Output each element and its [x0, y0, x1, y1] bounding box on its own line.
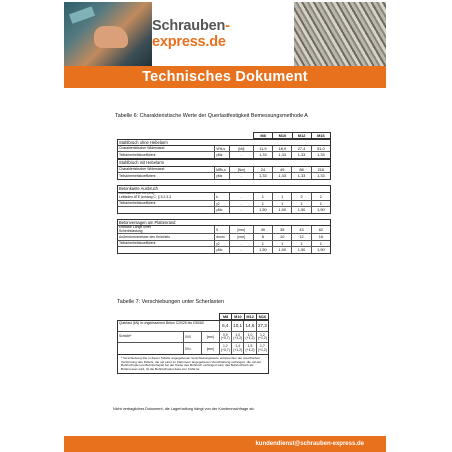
- cell: 1,33: [253, 152, 272, 158]
- table6-section: [117, 219, 331, 254]
- cell: 1: [291, 241, 310, 246]
- cell: 1: [253, 241, 272, 246]
- cell: 24: [253, 167, 272, 172]
- cell: 1: [253, 201, 272, 206]
- hand-shape: [94, 26, 128, 48]
- table-row: [118, 207, 330, 213]
- cell: 1,33: [272, 173, 291, 179]
- row-symbol: γMs: [214, 152, 229, 158]
- row-label: [118, 235, 214, 239]
- row-unit: -: [229, 152, 253, 158]
- header-photo-screws: [294, 2, 386, 66]
- cell: 1: [291, 201, 310, 206]
- cell: 216: [311, 167, 330, 172]
- table-row: [118, 332, 268, 343]
- cell: 0,9 (+0,7): [219, 332, 231, 342]
- table-row: [118, 173, 330, 179]
- row-label-line: Charakteristischer Widerstand: [119, 146, 165, 151]
- cell: 10,1: [231, 321, 243, 331]
- cell: 1: [311, 241, 330, 246]
- cell: 1,50: [253, 247, 272, 253]
- page-header: [64, 2, 386, 88]
- cell: 12: [291, 234, 310, 239]
- section-title: Stahlbruch mit Hebelarm: [118, 160, 330, 166]
- row-label: [118, 167, 214, 171]
- table6-section: [117, 139, 331, 160]
- cell: 1: [272, 201, 291, 206]
- row-symbol: δV∞: [183, 343, 201, 354]
- cell: 1,4 (+1,2): [231, 343, 243, 354]
- table6-sections: [117, 139, 331, 255]
- row-label: Querlast (kN) in ungerissenem Beton C20/25 bis C50/60: [119, 320, 204, 325]
- row-unit: [mm]: [229, 226, 253, 233]
- row-unit: -: [229, 241, 253, 246]
- row-label-line: Teilsicherheitskoeffizient: [119, 201, 156, 206]
- document-title: Technisches Dokument: [142, 69, 308, 85]
- col-header: M12: [244, 314, 256, 319]
- cell: 51,0: [311, 146, 330, 151]
- col-header: M8: [222, 315, 229, 319]
- cell: 8: [253, 234, 272, 239]
- col-header: M10: [231, 314, 243, 319]
- table-row: [118, 226, 330, 234]
- cell: 2: [311, 193, 330, 200]
- row-symbol: VRk,s: [214, 146, 229, 151]
- cell: 1,33: [272, 152, 291, 158]
- cell: 1,33: [311, 173, 330, 179]
- cell: 88: [291, 167, 310, 172]
- row-unit: [mm]: [201, 332, 219, 342]
- cell: 1,33: [311, 152, 330, 158]
- brand-text: [152, 18, 294, 50]
- table-row: [118, 343, 268, 354]
- cell: 1,0 (+1,2): [243, 332, 255, 342]
- brand-main: Schrauben: [152, 18, 226, 34]
- table7-body: [117, 320, 269, 355]
- cell: 1,33: [291, 173, 310, 179]
- cell: 1,33: [253, 173, 272, 179]
- cell: 1: [272, 193, 291, 200]
- row-symbol: γMc: [214, 247, 229, 253]
- cell: 1,33: [291, 152, 310, 158]
- cell: 1,50: [291, 247, 310, 253]
- row-label: [118, 343, 183, 354]
- cell: 16: [311, 234, 330, 239]
- col-header: M12: [292, 133, 311, 138]
- cell: 1,2 (+1,2): [256, 332, 268, 342]
- row-unit: -: [229, 207, 253, 213]
- table6: [117, 132, 331, 254]
- row-symbol: γ2: [214, 201, 229, 206]
- row-unit: -: [229, 247, 253, 253]
- row-label: [118, 192, 214, 199]
- contact-email[interactable]: kundendienst@schrauben-express.de: [255, 441, 364, 447]
- col-header: M16: [311, 133, 330, 138]
- table7-header: [219, 313, 269, 320]
- cell: 1,50: [253, 207, 272, 213]
- cell: 1,7 (+1,2): [256, 343, 268, 354]
- table6-section: [117, 185, 331, 214]
- cell: 11,9: [253, 146, 272, 151]
- row-label: [118, 226, 214, 233]
- header-photo-workshop: [64, 2, 152, 66]
- table7-footnote: * Verschiebung Die in dieser Tabelle angegebenen Verschiebungswerte entsprechen der spezifischen Verformung des Dübels, die mit einer im Klammern angegebenen Verschiebung verlängert, die mit der Bohrlochspiel ein Bohrlochspiel bei der Kante des Bohrloch verlängert wird, das Bohrlochloch als Bohrmesser wird, Ist die Bohrlochspiel dass von 3 Mal ist.: [117, 355, 269, 374]
- footer-bar: [64, 436, 386, 452]
- row-label-line: Scherbelastung: [119, 228, 143, 233]
- cell: 27,4: [291, 146, 310, 151]
- row-label: [118, 201, 214, 205]
- disclaimer: Nicht vertragliches Dokument, die Lagerhaltung hängt von der Kundennachfrage ab.: [113, 407, 255, 411]
- cell: 2: [291, 193, 310, 200]
- cell: 1: [272, 241, 291, 246]
- row-unit: -: [229, 173, 253, 179]
- cell: 1,0 (+1,2): [231, 332, 243, 342]
- row-label: [118, 146, 214, 150]
- cell: 1,50: [272, 247, 291, 253]
- cell: 10: [272, 234, 291, 239]
- row-label-line: Teilsicherheitskoeffizient: [119, 174, 156, 179]
- table-row: [118, 321, 268, 332]
- row-label-line: Charakteristischer Widerstand: [119, 167, 165, 172]
- row-unit: [mm]: [229, 234, 253, 239]
- table-row: [118, 193, 330, 201]
- cell: 35: [272, 226, 291, 233]
- row-symbol: γ2: [214, 241, 229, 246]
- row-label-line: Leitfaden ATE Anhang C, § 5.2.3.3: [119, 195, 171, 200]
- cell: 1,50: [311, 247, 330, 253]
- title-bar: [64, 66, 386, 88]
- cell: 40: [253, 226, 272, 233]
- cell: 1,2 (+0,7): [219, 343, 231, 354]
- brand-accent: -express.de: [152, 18, 230, 50]
- col-header: M8: [260, 133, 266, 138]
- cell: 43: [291, 226, 310, 233]
- table-row: [118, 152, 330, 158]
- cell: 27,3: [256, 321, 268, 331]
- tool-shape: [69, 6, 95, 24]
- table6-caption: Tabelle 6: Charakteristische Werte der Querlastfestigkeit Bemessungsmethode A: [115, 113, 308, 119]
- cell: 1: [311, 201, 330, 206]
- row-unit: [kN]: [229, 146, 253, 151]
- col-header: M16: [256, 314, 268, 319]
- cell: 6,4: [219, 321, 231, 331]
- row-symbol: γMc: [214, 207, 229, 213]
- row-label-line: Teilsicherheitskoeffizient: [119, 153, 156, 158]
- cell: 1,50: [272, 207, 291, 213]
- cell: 1,5 (+1,2): [243, 343, 255, 354]
- cell: 1: [253, 193, 272, 200]
- row-symbol: dnom: [214, 234, 229, 239]
- brand-logo: [152, 2, 294, 66]
- row-label-line: Außendurchmesser des Knöchels: [119, 235, 170, 240]
- row-symbol: δV0: [183, 332, 201, 342]
- section-title: Betonkante Ausbruch: [118, 186, 330, 192]
- cell: 1,50: [311, 207, 330, 213]
- row-symbol: k: [214, 193, 229, 200]
- table7-caption: Tabelle 7: Verschiebungen unter Scherlasten: [117, 299, 224, 305]
- row-label-line: Koeffizient von Gl. (5.6): [119, 192, 155, 196]
- row-unit: -: [229, 201, 253, 206]
- section-title: Stahlbruch ohne Hebelarm: [118, 140, 330, 146]
- col-header: M10: [272, 133, 291, 138]
- cell: 14,6: [243, 321, 255, 331]
- cell: 1,50: [291, 207, 310, 213]
- row-symbol: MRk,s: [214, 167, 229, 172]
- cell: 62: [311, 226, 330, 233]
- cell: 18,9: [272, 146, 291, 151]
- table-row: [118, 247, 330, 253]
- row-unit: -: [229, 193, 253, 200]
- cell: 49: [272, 167, 291, 172]
- table6-section: [117, 159, 331, 180]
- row-label-line: Teilsicherheitskoeffizient: [119, 241, 156, 246]
- section-title: Betonversagen am Plattenrand: [118, 220, 330, 226]
- row-unit: [Nm]: [229, 167, 253, 172]
- row-symbol: γMs: [214, 173, 229, 179]
- row-label: Schicht*: [119, 334, 132, 339]
- table7: [117, 313, 269, 374]
- row-label: [118, 174, 214, 178]
- row-symbol: lf: [214, 226, 229, 233]
- row-label: [118, 153, 214, 157]
- row-label: [118, 241, 214, 245]
- row-unit: [mm]: [201, 343, 219, 354]
- row-label-line: Effektive Länge unter: [119, 226, 151, 230]
